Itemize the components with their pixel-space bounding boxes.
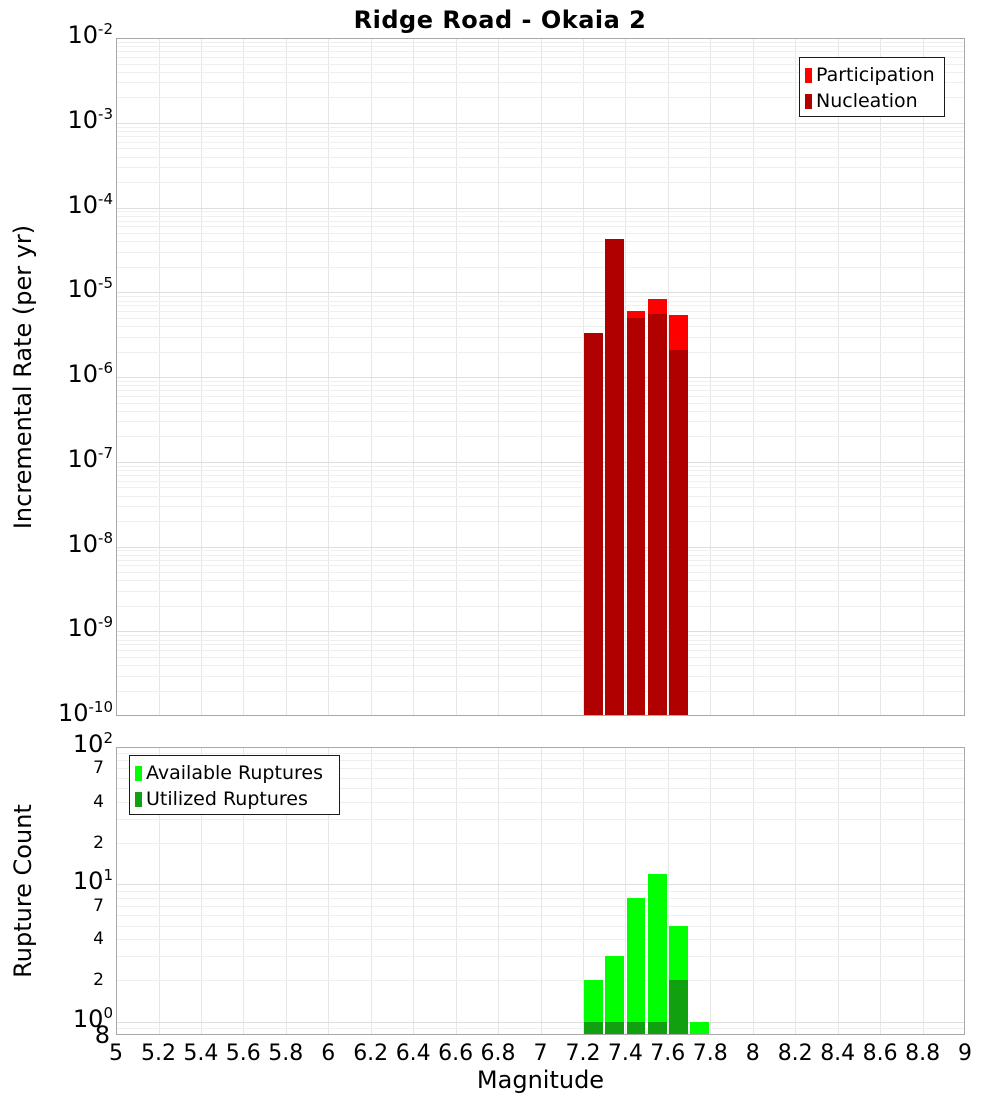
- horizontal-gridline: [116, 565, 965, 566]
- horizontal-gridline: [116, 640, 965, 641]
- top-y-tick-label: $10^{-10}$: [57, 698, 113, 727]
- horizontal-gridline: [116, 226, 965, 227]
- horizontal-gridline: [116, 475, 965, 476]
- bottom-y-minor-tick-label: 7: [93, 895, 104, 916]
- horizontal-gridline: [116, 470, 965, 471]
- bar-utilized-ruptures: [669, 980, 688, 1035]
- top-y-tick-label: $10^{-5}$: [67, 274, 113, 304]
- top-y-axis-title: Incremental Rate (per yr): [9, 224, 37, 530]
- horizontal-gridline: [116, 326, 965, 327]
- legend-label-participation: Participation: [816, 64, 935, 86]
- x-tick-label: 5.8: [268, 1041, 304, 1066]
- legend-label-nucleation: Nucleation: [816, 90, 918, 112]
- x-tick-label: 7.4: [607, 1041, 643, 1066]
- x-tick-label: 8: [745, 1041, 760, 1066]
- horizontal-gridline: [116, 1028, 965, 1029]
- horizontal-gridline: [116, 560, 965, 561]
- horizontal-gridline: [116, 843, 965, 844]
- horizontal-gridline: [116, 466, 965, 467]
- x-tick-label: 7: [533, 1041, 548, 1066]
- horizontal-gridline: [116, 481, 965, 482]
- horizontal-gridline: [116, 311, 965, 312]
- horizontal-gridline: [116, 521, 965, 522]
- x-tick-label: 8.6: [862, 1041, 898, 1066]
- horizontal-gridline: [116, 462, 965, 463]
- horizontal-gridline: [116, 580, 965, 581]
- horizontal-gridline: [116, 305, 965, 306]
- legend-top: [799, 57, 945, 117]
- horizontal-gridline: [116, 956, 965, 957]
- nucleation-swatch-icon: [805, 94, 812, 109]
- horizontal-gridline: [116, 980, 965, 981]
- x-tick-label: 7.8: [692, 1041, 728, 1066]
- available-ruptures-swatch-icon: [135, 766, 142, 781]
- x-tick-label: 7.2: [565, 1041, 601, 1066]
- horizontal-gridline: [116, 819, 965, 820]
- horizontal-gridline: [116, 635, 965, 636]
- horizontal-gridline: [116, 390, 965, 391]
- chart-title: Ridge Road - Okaia 2: [353, 6, 647, 34]
- top-plot-area: [116, 38, 965, 716]
- legend-bottom: [129, 755, 340, 815]
- bottom-y-minor-tick-label: 2: [93, 970, 104, 991]
- x-tick-label: 9: [958, 1041, 972, 1066]
- horizontal-gridline: [116, 631, 965, 632]
- x-tick-label: 6: [321, 1041, 336, 1066]
- horizontal-gridline: [116, 352, 965, 353]
- horizontal-gridline: [116, 318, 965, 319]
- horizontal-gridline: [116, 676, 965, 677]
- horizontal-gridline: [116, 915, 965, 916]
- horizontal-gridline: [116, 216, 965, 217]
- top-y-tick-label: $10^{-2}$: [67, 20, 113, 49]
- horizontal-gridline: [116, 496, 965, 497]
- x-tick-label: 5.2: [141, 1041, 176, 1066]
- horizontal-gridline: [116, 377, 965, 378]
- horizontal-gridline: [116, 487, 965, 488]
- horizontal-gridline: [116, 926, 965, 927]
- horizontal-gridline: [116, 208, 965, 209]
- horizontal-gridline: [116, 142, 965, 143]
- x-axis-title: Magnitude: [476, 1066, 605, 1094]
- horizontal-gridline: [116, 396, 965, 397]
- horizontal-gridline: [116, 136, 965, 137]
- bar-nucleation: [584, 333, 603, 716]
- horizontal-gridline: [116, 906, 965, 907]
- bottom-y-minor-tick-label: 4: [93, 791, 104, 812]
- horizontal-gridline: [116, 506, 965, 507]
- bar-nucleation: [605, 239, 624, 716]
- horizontal-gridline: [116, 241, 965, 242]
- x-tick-label: 8.4: [820, 1041, 856, 1066]
- horizontal-gridline: [116, 157, 965, 158]
- bar-available-ruptures: [648, 874, 667, 1036]
- bottom-y-minor-tick-label: 7: [93, 758, 104, 779]
- legend-item-utilized-ruptures: [135, 786, 334, 812]
- top-y-tick-label: $10^{-4}$: [67, 189, 113, 219]
- horizontal-gridline: [116, 606, 965, 607]
- horizontal-gridline: [116, 555, 965, 556]
- horizontal-gridline: [116, 127, 965, 128]
- horizontal-gridline: [116, 267, 965, 268]
- horizontal-gridline: [116, 939, 965, 940]
- legend-item-participation: [805, 62, 939, 88]
- x-tick-label: 6.6: [438, 1041, 474, 1066]
- x-tick-label: 6.4: [395, 1041, 431, 1066]
- bottom-y-tick-label: $10^0$: [72, 1003, 113, 1033]
- bar-utilized-ruptures: [584, 1022, 603, 1035]
- horizontal-gridline: [116, 1022, 965, 1023]
- bottom-y-edge-tick-label: 8: [94, 1021, 110, 1049]
- horizontal-gridline: [116, 411, 965, 412]
- bottom-y-tick-label: $10^1$: [72, 866, 113, 896]
- bar-utilized-ruptures: [605, 1022, 624, 1035]
- horizontal-gridline: [116, 252, 965, 253]
- bar-utilized-ruptures: [648, 1022, 667, 1035]
- legend-label-utilized-ruptures: Utilized Ruptures: [146, 788, 308, 810]
- horizontal-gridline: [116, 884, 965, 885]
- bottom-y-minor-tick-label: 4: [93, 929, 104, 949]
- x-tick-label: 5.6: [225, 1041, 261, 1066]
- legend-label-available-ruptures: Available Ruptures: [146, 762, 323, 784]
- horizontal-gridline: [116, 403, 965, 404]
- horizontal-gridline: [116, 691, 965, 692]
- legend-item-available-ruptures: [135, 760, 334, 786]
- horizontal-gridline: [116, 650, 965, 651]
- horizontal-gridline: [116, 46, 965, 47]
- horizontal-gridline: [116, 891, 965, 892]
- bar-nucleation: [627, 318, 646, 716]
- horizontal-gridline: [116, 296, 965, 297]
- horizontal-gridline: [116, 221, 965, 222]
- x-tick-label: 5: [109, 1041, 123, 1066]
- horizontal-gridline: [116, 51, 965, 52]
- bar-nucleation: [669, 350, 688, 716]
- x-tick-label: 7.6: [650, 1041, 686, 1066]
- bar-utilized-ruptures: [627, 1022, 646, 1035]
- horizontal-gridline: [116, 42, 965, 43]
- horizontal-gridline: [116, 550, 965, 551]
- horizontal-gridline: [116, 292, 965, 293]
- horizontal-gridline: [116, 233, 965, 234]
- bar-available-ruptures: [690, 1022, 709, 1035]
- horizontal-gridline: [116, 898, 965, 899]
- horizontal-gridline: [116, 211, 965, 212]
- horizontal-gridline: [116, 123, 965, 124]
- x-tick-label: 8.2: [777, 1041, 813, 1066]
- horizontal-gridline: [116, 591, 965, 592]
- horizontal-gridline: [116, 182, 965, 183]
- horizontal-gridline: [116, 167, 965, 168]
- horizontal-gridline: [116, 337, 965, 338]
- horizontal-gridline: [116, 436, 965, 437]
- horizontal-gridline: [116, 665, 965, 666]
- horizontal-gridline: [116, 644, 965, 645]
- top-y-tick-label: $10^{-8}$: [67, 528, 113, 558]
- bar-available-ruptures: [627, 898, 646, 1035]
- horizontal-gridline: [116, 657, 965, 658]
- bottom-y-minor-tick-label: 2: [93, 833, 104, 853]
- bar-nucleation: [648, 314, 667, 716]
- x-tick-label: 6.8: [480, 1041, 516, 1066]
- x-tick-label: 8.8: [905, 1041, 941, 1066]
- legend-item-nucleation: [805, 88, 939, 114]
- horizontal-gridline: [116, 385, 965, 386]
- horizontal-gridline: [116, 547, 965, 548]
- top-y-tick-label: $10^{-3}$: [67, 104, 113, 134]
- top-y-tick-label: $10^{-9}$: [67, 613, 113, 643]
- utilized-ruptures-swatch-icon: [135, 792, 142, 807]
- horizontal-gridline: [116, 131, 965, 132]
- bottom-y-tick-label: $10^2$: [72, 729, 113, 758]
- horizontal-gridline: [116, 301, 965, 302]
- horizontal-gridline: [116, 148, 965, 149]
- x-tick-label: 6.2: [353, 1041, 389, 1066]
- top-y-tick-label: $10^{-7}$: [67, 443, 113, 473]
- bottom-y-axis-title: Rupture Count: [9, 804, 37, 978]
- horizontal-gridline: [116, 381, 965, 382]
- participation-swatch-icon: [805, 68, 812, 83]
- top-y-tick-label: $10^{-6}$: [67, 359, 113, 388]
- horizontal-gridline: [116, 572, 965, 573]
- horizontal-gridline: [116, 421, 965, 422]
- x-tick-label: 5.4: [183, 1041, 219, 1066]
